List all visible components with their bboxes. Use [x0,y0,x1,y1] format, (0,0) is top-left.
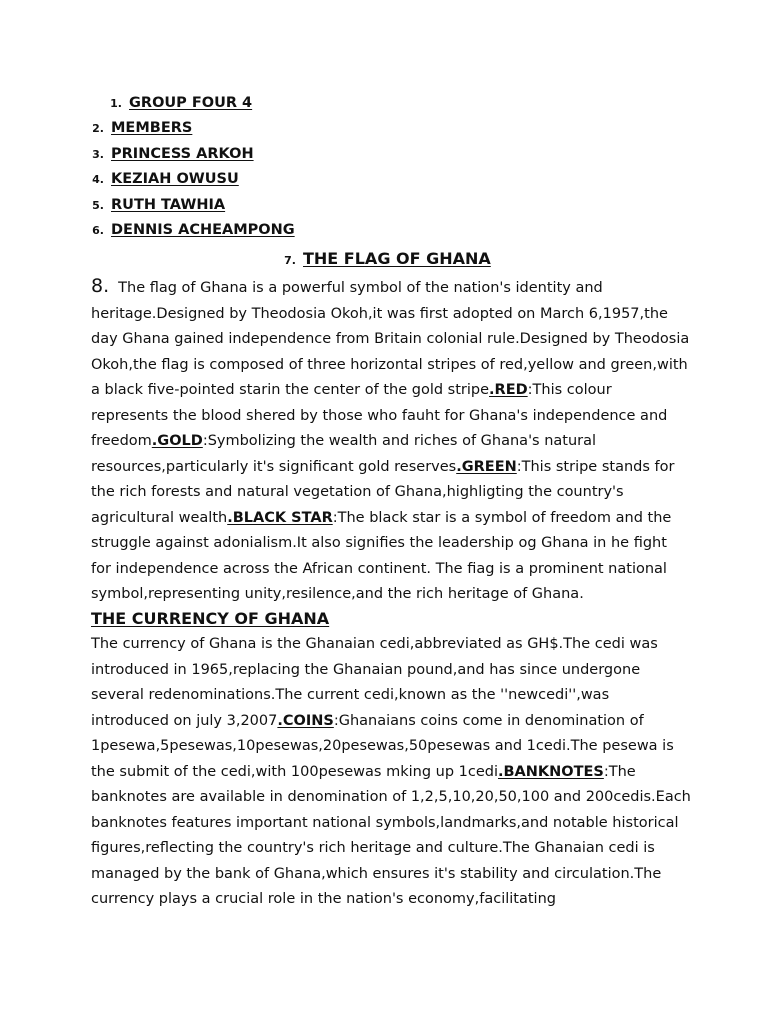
flag-section-title: THE FLAG OF GHANA [303,249,491,268]
flag-text-intro: The flag of Ghana is a powerful symbol of the nation's identity and heritage.Designed by Theodosia Okoh,it was first adopted on March 6,1957,the day Ghana gained independence from Britain colonial rule.Designed by Theodosia Okoh,the flag is composed of three horizontal stripes of red,yellow and green,with a black five-pointed starin the center of the gold stripe [91,280,690,398]
group-title: GROUP FOUR 4 [129,95,253,111]
list-item-member-1 [84,146,254,162]
list-number: 6. [92,224,104,237]
keyword-banknotes: .BANKNOTES [498,763,604,780]
keyword-coins: .COINS [277,712,334,729]
keyword-gold: .GOLD [151,433,203,449]
members-heading: MEMBERS [111,120,193,136]
keyword-green: .GREEN [456,458,517,475]
flag-text-black-star: :The black star is a symbol of freedom and the struggle against adonialism.It also signifies the leadership og Ghana in he fight for independence across the African continent. The fiag is a prominent national symbol,representing unity,resilence,and the rich heritage of Ghana. [91,509,672,602]
member-name: DENNIS ACHEAMPONG [111,222,295,238]
list-item-member-3 [84,197,225,213]
list-item-member-4 [84,222,295,238]
member-name: PRINCESS ARKOH [111,146,254,162]
currency-section-title: THE CURRENCY OF GHANA [91,609,330,628]
flag-text-red: :This colour represents the blood shered by those who fauht for Ghana's independence and freedom [91,382,668,449]
list-item-members [84,120,192,136]
member-name: KEZIAH OWUSU [111,171,239,187]
list-number: 1. [110,97,122,110]
member-name: RUTH TAWHIA [111,197,226,213]
currency-text-coins: :Ghanaians coins come in denomination of 1pesewa,5pesewas,10pesewas,20pesewas,50pesewas and 1cedi.The pesewa is the submit of the cedi,with 100pesewas mking up 1cedi [91,712,674,780]
list-number: 5. [92,199,104,212]
currency-text-banknotes: :The banknotes are available in denomination of 1,2,5,10,20,50,100 and 200cedis.Each banknotes features important national symbols,landmarks,and notable historical figures,reflecting the country's rich heritage and culture.The Ghanaian cedi is managed by the bank of Ghana,which ensures it's stability and circulation.The currency plays a crucial role in the nation's economy,facilitating [91,763,691,907]
list-item-member-2 [84,171,239,187]
list-number: 4. [92,173,104,186]
paragraph-number: 8. [91,275,110,297]
list-number: 7. [284,254,296,267]
list-number: 3. [92,148,104,161]
currency-text-intro: The currency of Ghana is the Ghanaian cedi,abbreviated as GH$.The cedi was introduced in 1965,replacing the Ghanaian pound,and has since undergone several redenominations.The current cedi,known as the ''newcedi'',was introduced on july 3,2007 [91,636,658,729]
currency-paragraph [91,632,691,913]
list-item-flag-heading [276,249,491,268]
keyword-red: .RED [489,382,528,398]
list-item-group [102,95,252,111]
flag-text-green: :This stripe stands for the rich forests and natural vegetation of Ghana,highligting the country's agricultural wealth [91,458,675,526]
list-number: 2. [92,122,104,135]
keyword-black-star: .BLACK STAR [227,509,333,526]
flag-text-gold: :Symbolizing the wealth and riches of Ghana's natural resources,particularly it's significant gold reserves [91,433,597,475]
flag-paragraph [91,274,691,608]
